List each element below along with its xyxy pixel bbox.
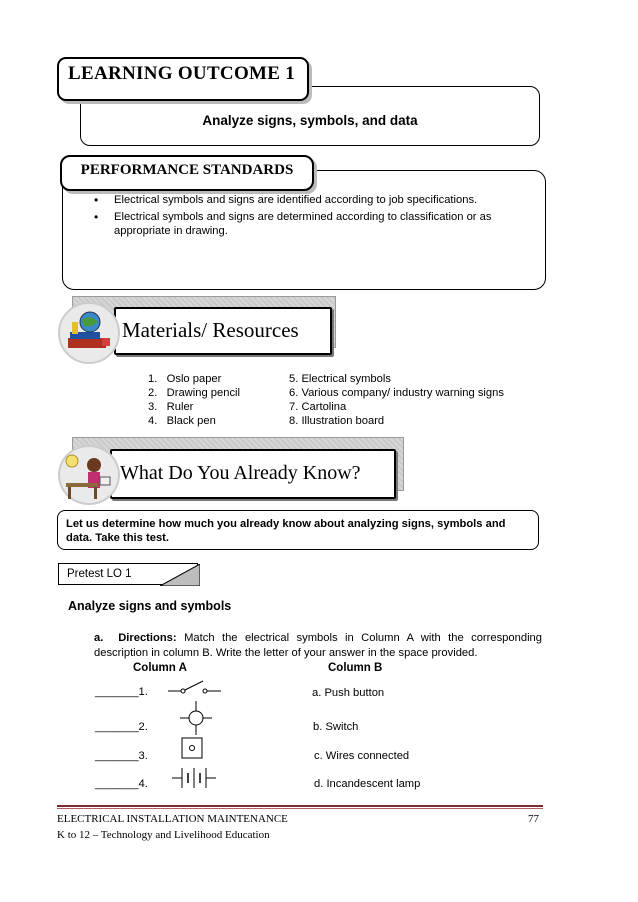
answer-blank-1[interactable]: _______1. xyxy=(95,686,148,698)
learning-outcome-title: LEARNING OUTCOME 1 xyxy=(68,63,296,84)
performance-standards-title: PERFORMANCE STANDARDS xyxy=(80,162,294,178)
column-b-header: Column B xyxy=(328,662,383,674)
answer-blank-2[interactable]: _______2. xyxy=(95,721,148,733)
option-d: d. Incandescent lamp xyxy=(314,778,421,790)
list-item: 4. Black pen xyxy=(148,415,216,427)
option-b: b. Switch xyxy=(313,721,359,733)
materials-icon xyxy=(58,302,120,364)
learning-outcome-subtitle: Analyze signs, symbols, and data xyxy=(202,113,418,128)
footer-divider-thin xyxy=(57,808,543,809)
column-a-header: Column A xyxy=(133,662,187,674)
list-item: 2. Drawing pencil xyxy=(148,387,241,399)
footer-subtitle: K to 12 – Technology and Livelihood Education xyxy=(57,829,270,841)
materials-title: Materials/ Resources xyxy=(122,318,299,342)
pretest-directions xyxy=(94,631,542,661)
footer-divider xyxy=(57,805,543,807)
list-item: 7. Cartolina xyxy=(289,401,347,413)
materials-list-col1 xyxy=(148,372,240,428)
performance-standards-list xyxy=(90,193,510,241)
list-item: • Electrical symbols and signs are determined according to classification or as appropriate in drawing. xyxy=(90,210,510,238)
answer-blank-4[interactable]: _______4. xyxy=(95,778,148,790)
list-item: 1. Oslo paper xyxy=(148,373,222,385)
list-item: 5. Electrical symbols xyxy=(289,373,391,385)
know-note: Let us determine how much you already know about analyzing signs, symbols and data. Take this test. xyxy=(57,510,539,550)
directions-text: Match the electrical symbols in Column A with the corresponding description in column B. Write the letter of your answer in the space provided. xyxy=(94,632,542,659)
lamp-symbol-icon xyxy=(180,701,212,735)
pretest-label: Pretest LO 1 xyxy=(58,563,198,585)
list-item: 3. Ruler xyxy=(148,401,194,413)
battery-symbol-icon xyxy=(172,766,216,790)
directions-label: a. Directions: xyxy=(94,632,177,644)
push-button-symbol-icon xyxy=(181,737,203,759)
answer-blank-3[interactable]: _______3. xyxy=(95,750,148,762)
know-icon xyxy=(58,445,120,505)
list-item: 6. Various company/ industry warning signs xyxy=(289,387,504,399)
page-fold-icon xyxy=(160,564,200,586)
know-title: What Do You Already Know? xyxy=(120,462,361,484)
option-a: a. Push button xyxy=(312,687,385,699)
student-desk-icon xyxy=(60,447,118,503)
switch-symbol-icon xyxy=(168,676,222,698)
list-item: 8. Illustration board xyxy=(289,415,385,427)
list-item: • Electrical symbols and signs are identified according to job specifications. xyxy=(90,193,510,207)
footer-title: ELECTRICAL INSTALLATION MAINTENANCE xyxy=(57,813,288,825)
pretest-heading: Analyze signs and symbols xyxy=(68,599,232,613)
materials-list-col2 xyxy=(289,372,504,428)
page-number: 77 xyxy=(528,813,539,825)
globe-books-icon xyxy=(60,304,118,362)
option-c: c. Wires connected xyxy=(314,750,410,762)
